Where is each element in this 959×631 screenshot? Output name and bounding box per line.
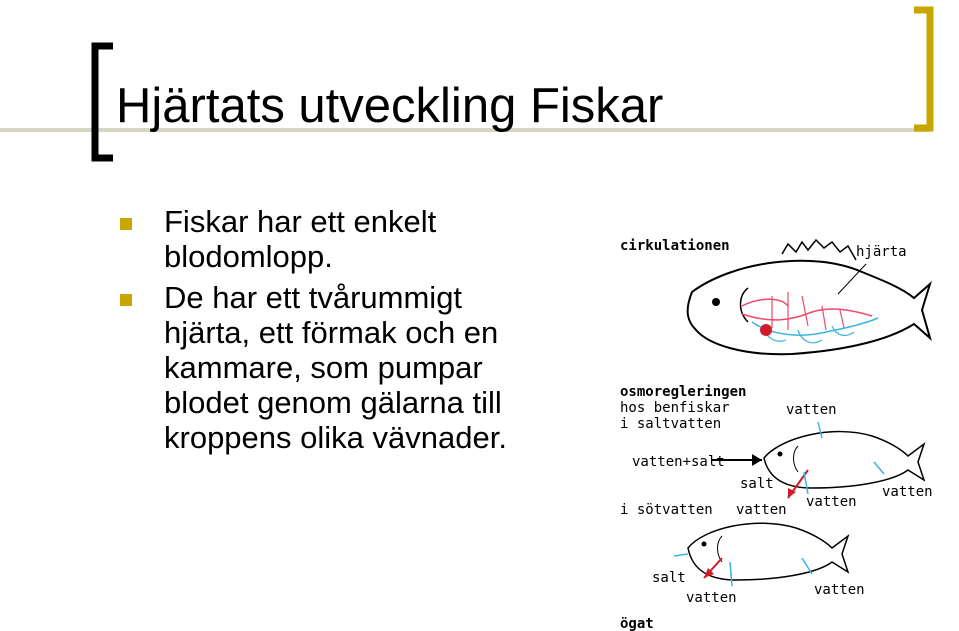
- bullet-text: De har ett tvårummigt hjärta, ett förmak och en kammare, som pumpar blodet genom gälarna till kroppens olika vävnader.: [164, 280, 507, 455]
- bullet-item: [120, 280, 520, 455]
- left-bracket-decoration: [89, 42, 115, 162]
- water-salt-label: vatten+salt: [632, 454, 725, 470]
- slide-title: Hjärtats utveckling Fiskar: [116, 79, 664, 133]
- heart-label: hjärta: [856, 244, 907, 260]
- salt-label: salt: [740, 476, 774, 492]
- right-bracket-decoration: [912, 6, 936, 132]
- water-label: vatten: [736, 502, 787, 518]
- osmoregulation-label: osmoregleringen: [620, 384, 747, 400]
- circulation-label: cirkulationen: [620, 238, 730, 254]
- freshwater-label: i sötvatten: [620, 502, 713, 518]
- water-label: vatten: [686, 590, 737, 606]
- water-label: vatten: [786, 402, 837, 418]
- bullet-square-icon: [120, 218, 132, 230]
- freshwater-fish: [620, 523, 865, 631]
- bony-fish-label: hos benfiskar: [620, 400, 730, 416]
- bullet-text: Fiskar har ett enkelt blodomlopp.: [164, 204, 437, 274]
- water-label: vatten: [814, 582, 865, 598]
- water-label: vatten: [806, 494, 857, 510]
- bullet-item: [120, 204, 520, 274]
- circulation-fish: [620, 238, 930, 354]
- cut-off-label: ögat: [620, 616, 654, 631]
- fish-diagram: [612, 226, 942, 631]
- bullet-list: [120, 204, 520, 461]
- bullet-square-icon: [120, 294, 132, 306]
- salt-label: salt: [652, 570, 686, 586]
- water-label: vatten: [882, 484, 933, 500]
- saltwater-label: i saltvatten: [620, 416, 722, 432]
